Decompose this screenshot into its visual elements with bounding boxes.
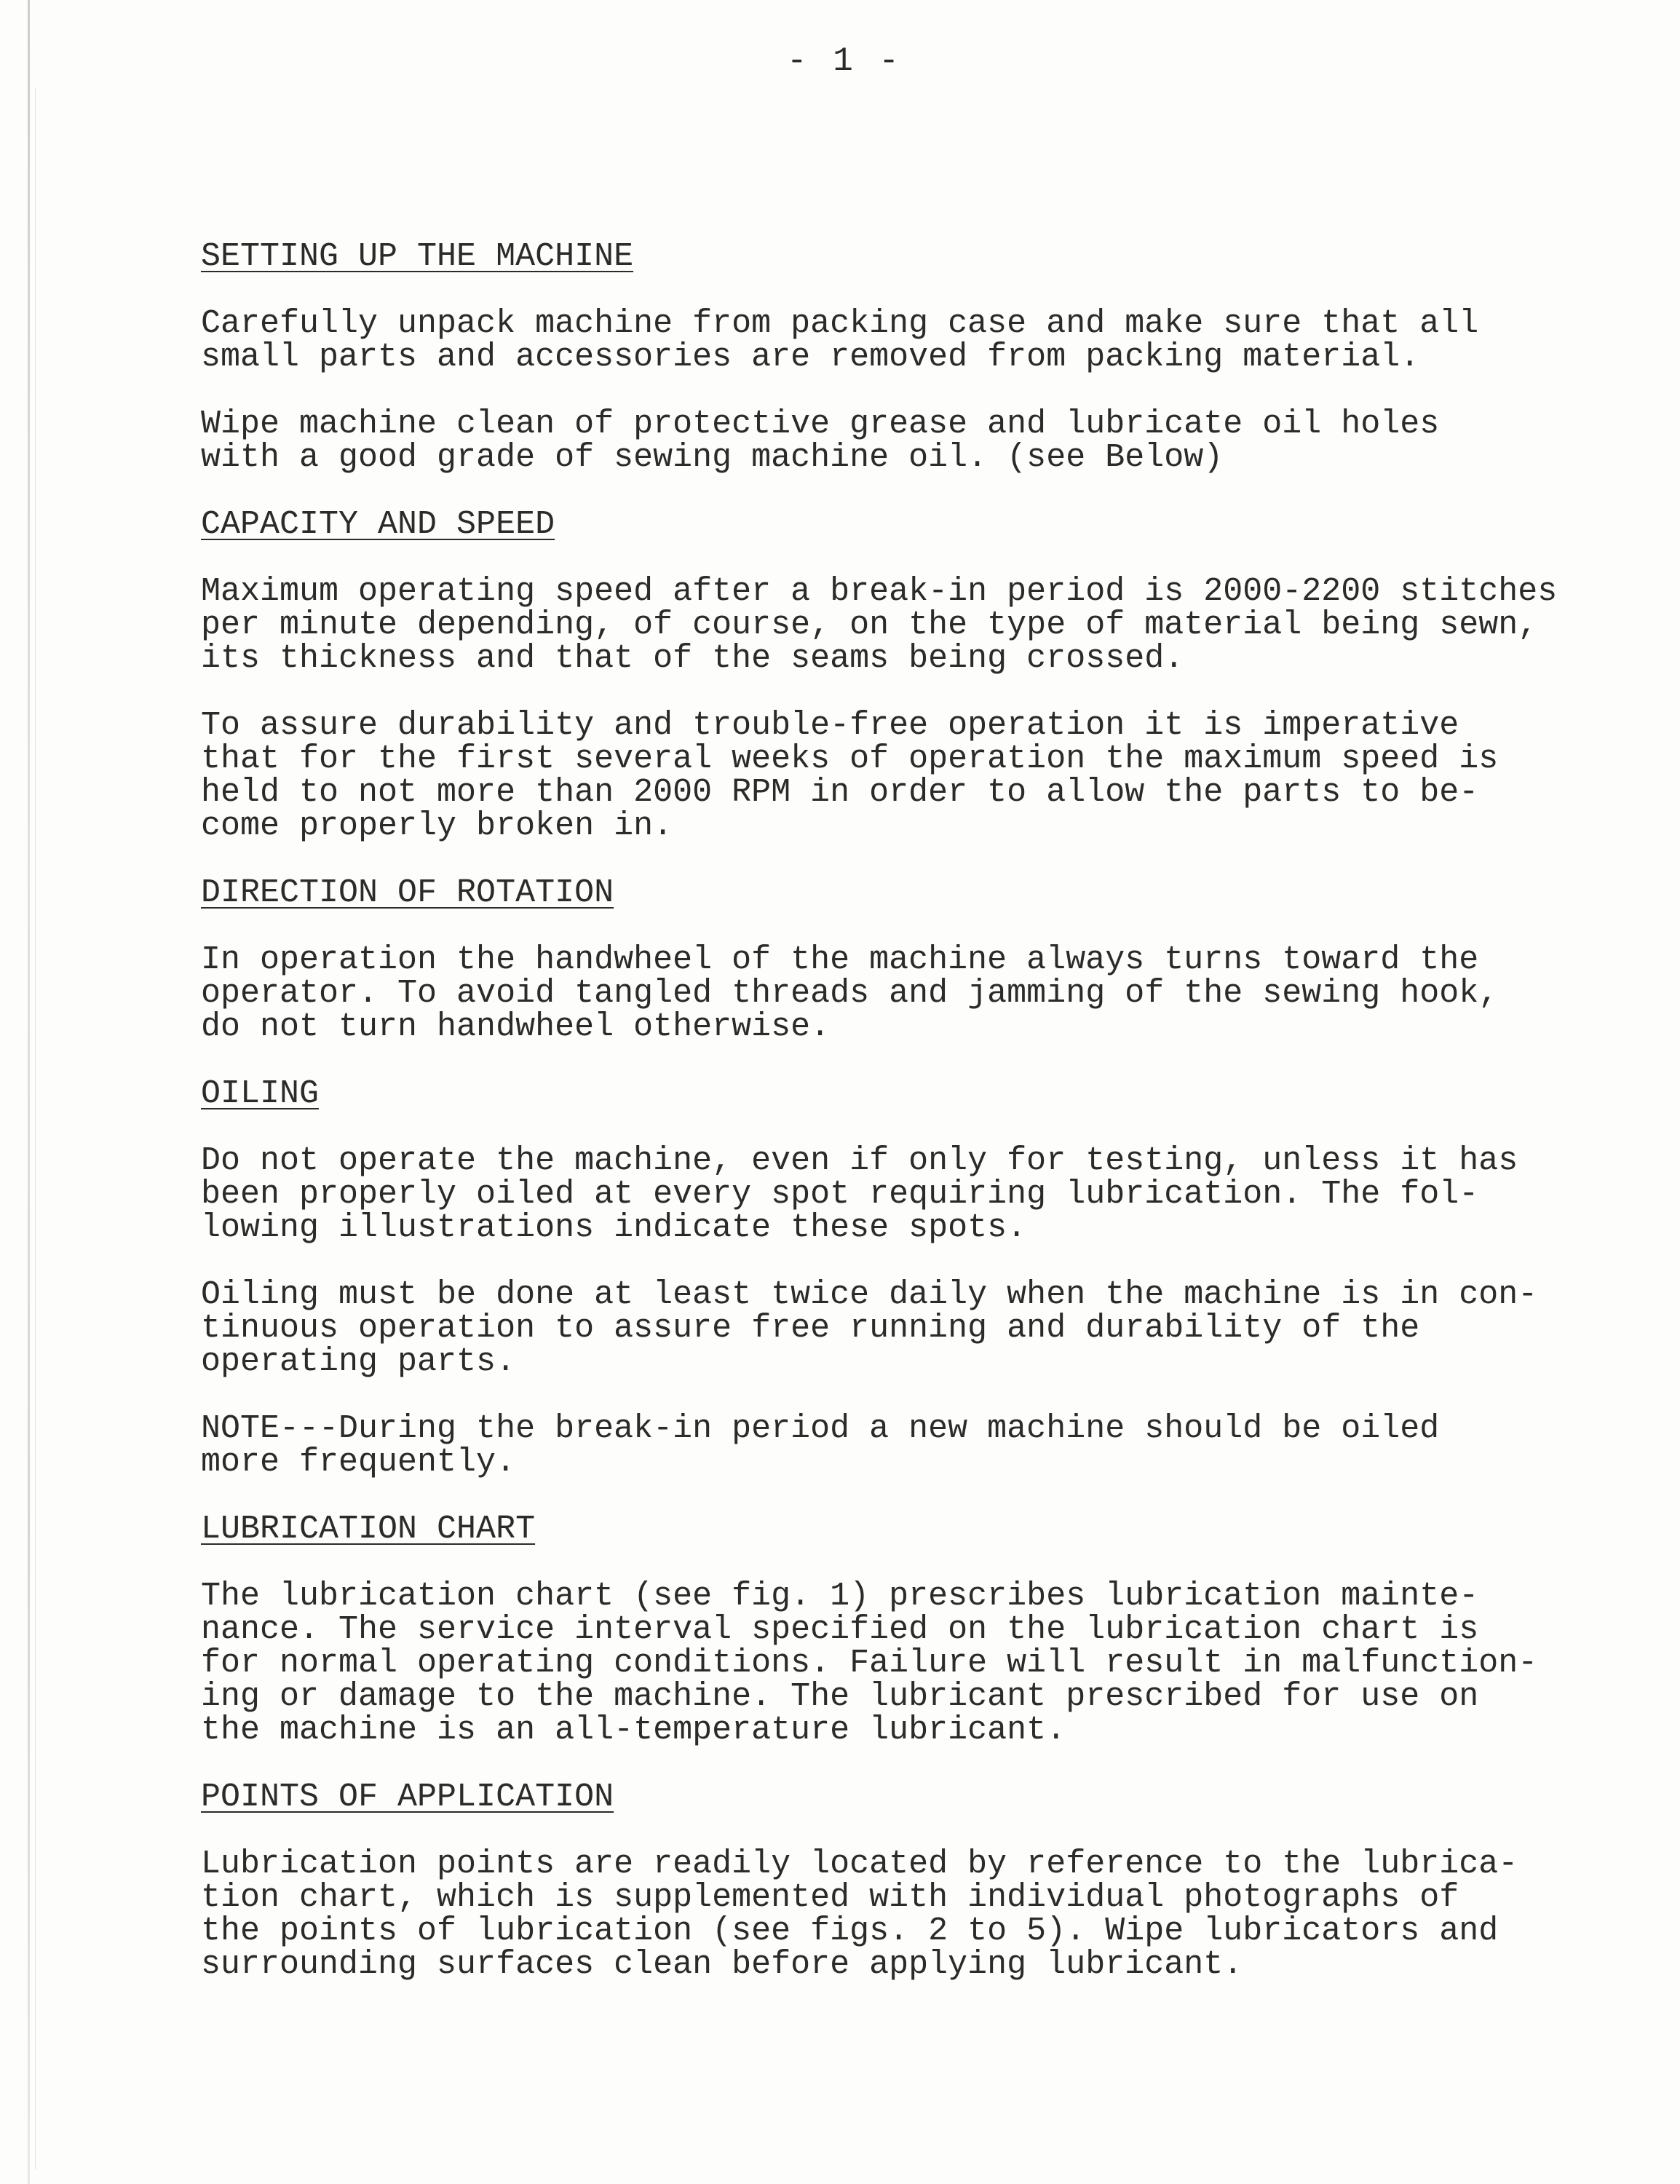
section-setting-up [201, 240, 1613, 475]
paragraph: The lubrication chart (see fig. 1) prescribes lubrication mainte- nance. The service interval specified on the lubrication chart is for normal operating conditions. Failure will result in malfunction- ing or damage to the machine. The lubricant prescribed for use on the machine is an all-temperature lubricant. [201, 1578, 1538, 1749]
document-body [201, 240, 1613, 2015]
section-heading: OILING [201, 1075, 320, 1112]
section-points-application [201, 1781, 1613, 1982]
note-paragraph: NOTE---During the break-in period a new machine should be oiled more frequently. [201, 1410, 1440, 1481]
section-heading: POINTS OF APPLICATION [201, 1779, 614, 1816]
paragraph: In operation the handwheel of the machine always turns toward the operator. To avoid tangled threads and jamming of the sewing hook, do not turn handwheel otherwise. [201, 941, 1499, 1045]
paragraph: Do not operate the machine, even if only for testing, unless it has been properly oiled at every spot requiring lubrication. The fol- lowing illustrations indicate these spots. [201, 1142, 1518, 1246]
paragraph: Maximum operating speed after a break-in period is 2000-2200 stitches per minute depending, of course, on the type of material being sewn, its thickness and that of the seams being crossed. [201, 573, 1558, 677]
scan-edge-shadow [35, 87, 36, 2169]
section-direction-rotation [201, 874, 1613, 1045]
section-heading: CAPACITY AND SPEED [201, 506, 555, 543]
paragraph: To assure durability and trouble-free operation it is imperative that for the first several weeks of operation the maximum speed is held to not more than 2000 RPM in order to allow the parts to be- come properly broken in. [201, 707, 1499, 844]
paragraph: Oiling must be done at least twice daily when the machine is in con- tinuous operation to assure free running and durability of the operating parts. [201, 1276, 1538, 1380]
paragraph: Lubrication points are readily located by reference to the lubrica- tion chart, which is supplemented with individual photographs of the points of lubrication (see figs. 2 to 5). Wipe lubricators and surrounding surfaces clean before applying lubricant. [201, 1845, 1518, 1983]
section-heading: LUBRICATION CHART [201, 1511, 536, 1548]
page-number: - 1 - [786, 42, 903, 80]
section-heading: SETTING UP THE MACHINE [201, 238, 634, 275]
scan-edge-line [28, 0, 30, 2184]
section-lubrication-chart [201, 1513, 1613, 1747]
paragraph: Wipe machine clean of protective grease and lubricate oil holes with a good grade of sewing machine oil. (see Below) [201, 405, 1440, 476]
section-capacity-speed [201, 508, 1613, 843]
section-oiling [201, 1077, 1613, 1479]
paragraph: Carefully unpack machine from packing case and make sure that all small parts and accessories are removed from packing material. [201, 305, 1479, 376]
section-heading: DIRECTION OF ROTATION [201, 874, 614, 911]
